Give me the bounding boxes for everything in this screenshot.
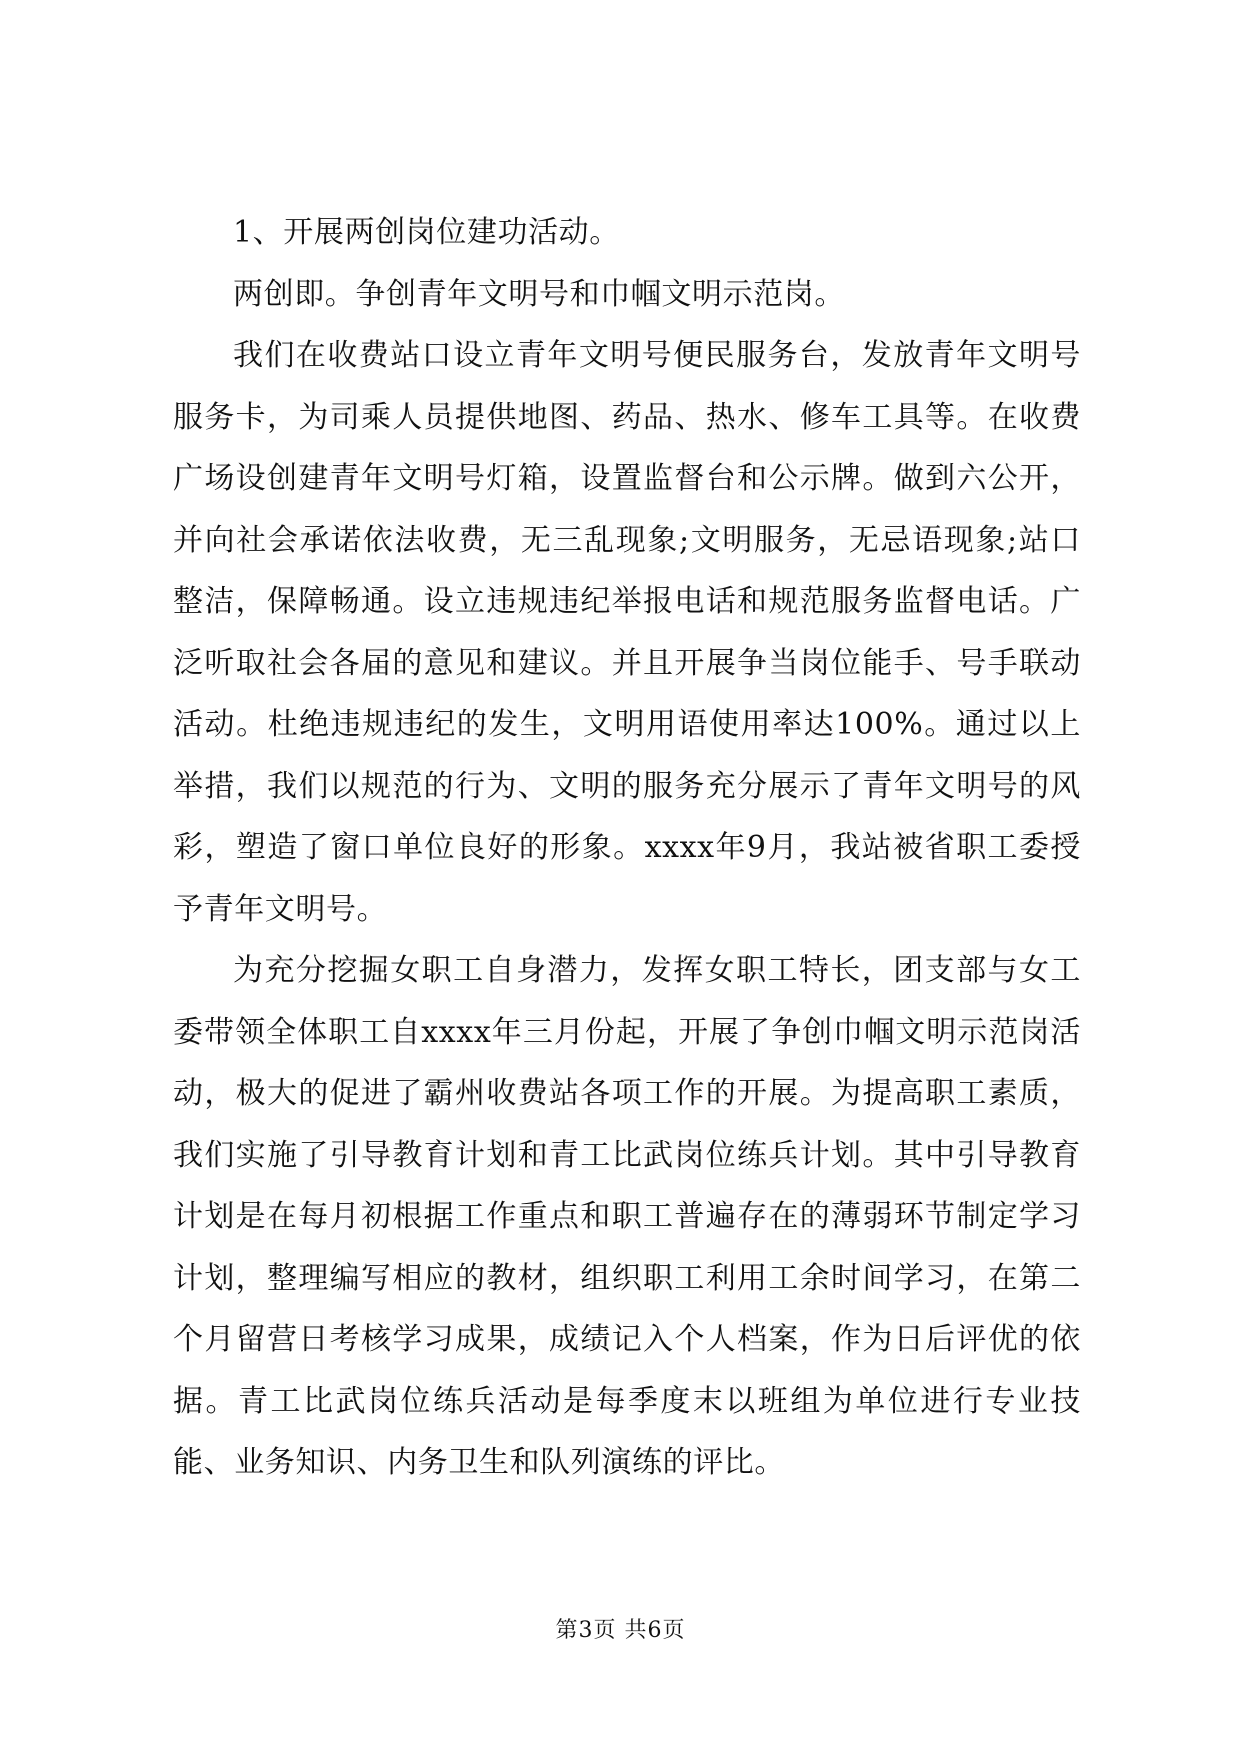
paragraph-women-model-post: 为充分挖掘女职工自身潜力，发挥女职工特长，团支部与女工委带领全体职工自xxxx年三月份起，开展了争创巾帼文明示范岗活动，极大的促进了霸州收费站各项工作的开展。为提高职工素质，我们实施了引导教育计划和青工比武岗位练兵计划。其中引导教育计划是在每月初根据工作重点和职工普遍存在的薄弱环节制定学习计划，整理编写相应的教材，组织职工利用工余时间学习，在第二个月留营日考核学习成果，成绩记入个人档案，作为日后评优的依据。青工比武岗位练兵活动是每季度末以班组为单位进行专业技能、业务知识、内务卫生和队列演练的评比。 (173, 953, 1081, 1480)
paragraph-definition: 两创即。争创青年文明号和巾帼文明示范岗。 (233, 276, 845, 312)
paragraph-heading-item: 1、开展两创岗位建功活动。 (233, 215, 620, 250)
paragraph-youth-civilization: 我们在收费站口设立青年文明号便民服务台，发放青年文明号服务卡，为司乘人员提供地图、药品、热水、修车工具等。在收费广场设创建青年文明号灯箱，设置监督台和公示牌。做到六公开，并向社会承诺依法收费，无三乱现象;文明服务，无忌语现象;站口整洁，保障畅通。设立违规违纪举报电话和规范服务监督电话。广泛听取社会各届的意见和建议。并且开展争当岗位能手、号手联动活动。杜绝违规违纪的发生，文明用语使用率达100%。通过以上举措，我们以规范的行为、文明的服务充分展示了青年文明号的风彩，塑造了窗口单位良好的形象。xxxx年9月，我站被省职工委授予青年文明号。 (173, 338, 1081, 927)
page-number-footer: 第3页 共6页 (555, 1618, 686, 1643)
document-body (173, 202, 1081, 1494)
